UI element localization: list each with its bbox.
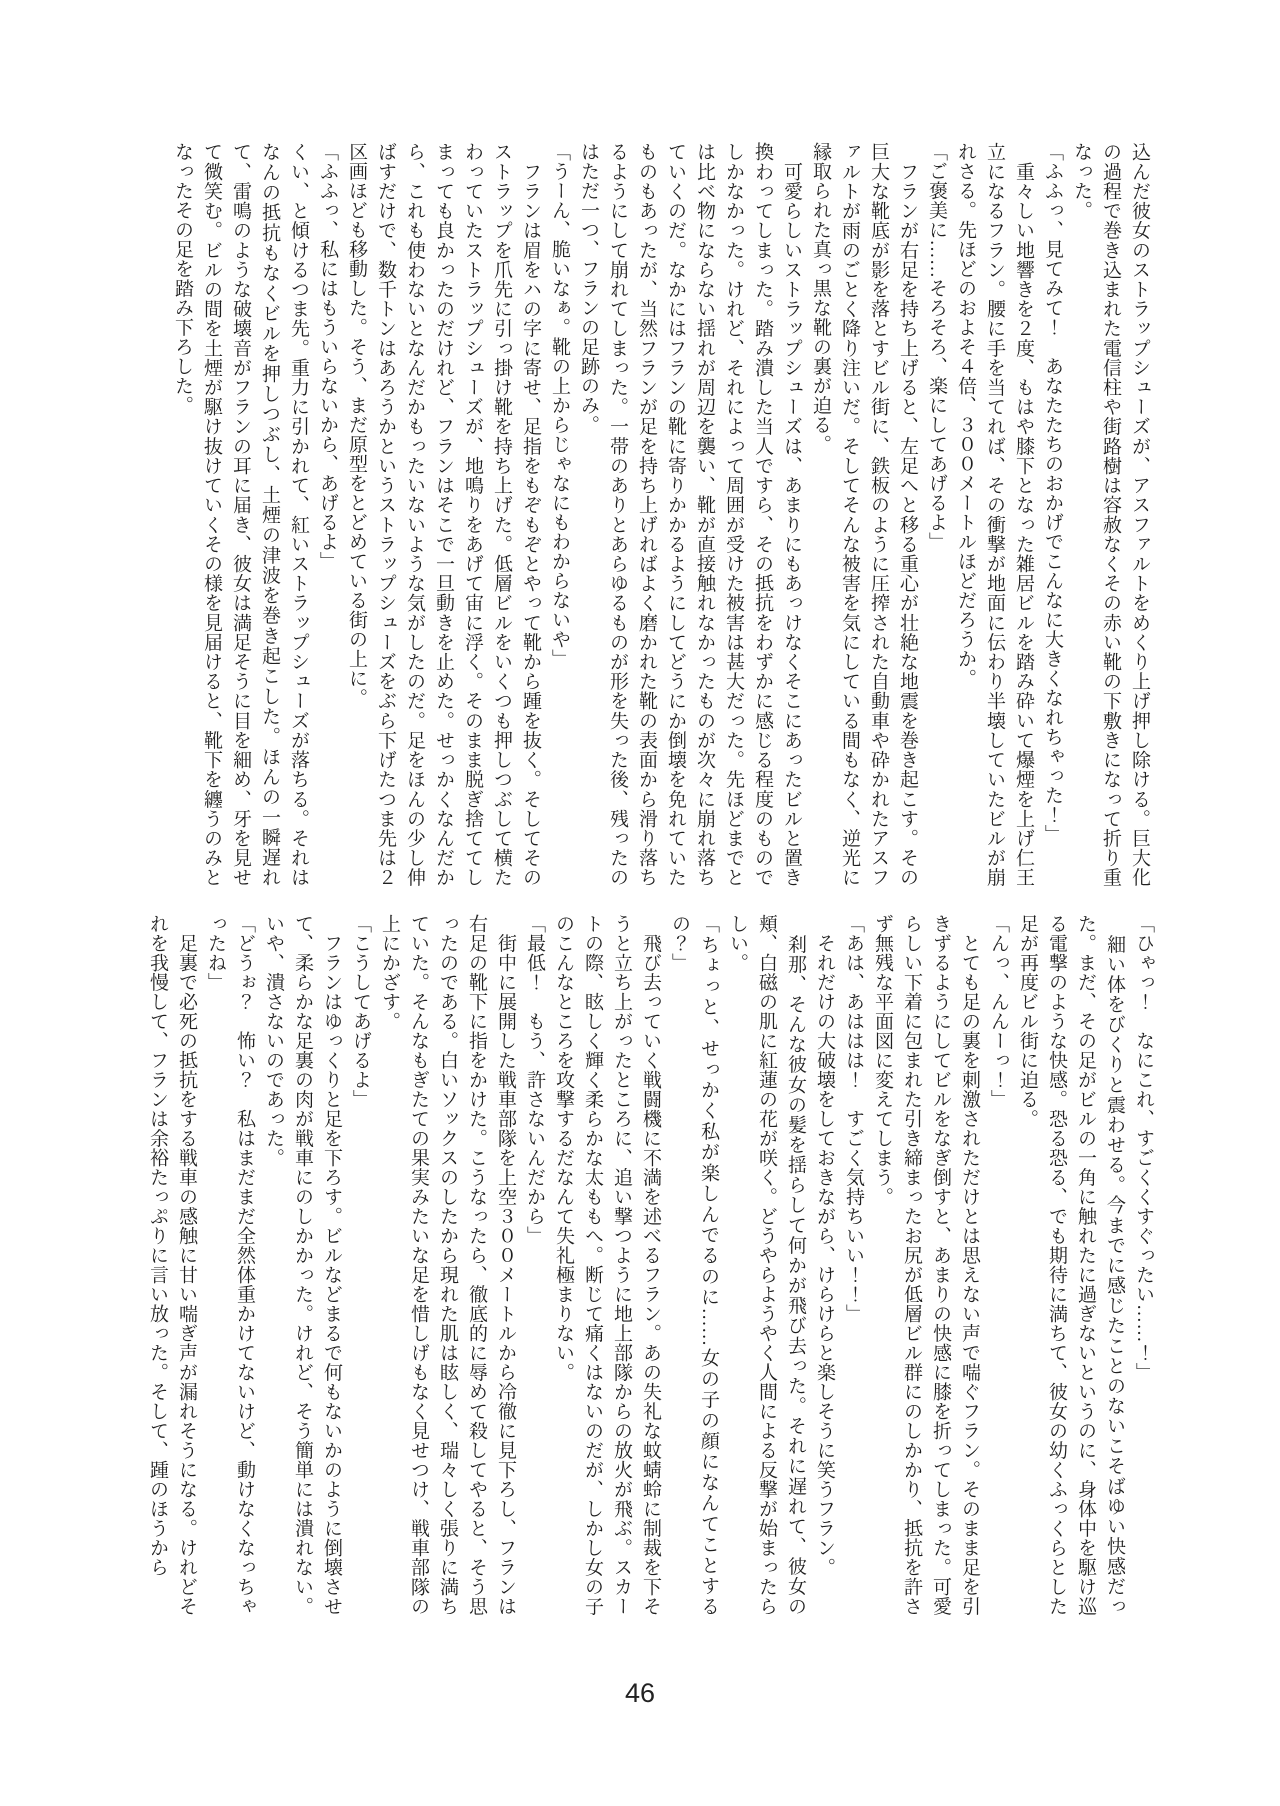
paragraph: フランはゆっくりと足を下ろす。ビルなどまるで何もないかのように倒壊させて、柔らかな足裏の肉が戦車にのしかかった。けれど、そう簡単には潰れない。いや、潰さないのであった。 bbox=[263, 914, 342, 1616]
paragraph: フランは眉をハの字に寄せ、足指をもぞもぞとやって靴から踵を抜く。そしてそのストラップを爪先に引っ掛け靴を持ち上げた。低層ビルをいくつも押しつぶして横たわっていたストラップシューズが、地鳴りをあげて宙に浮く。そのまま脱ぎ捨ててしまっても良かったのだけれど、フランはそこで一旦動きを止めた。せっかくなんだから、これも使わないとなんだかもったいないような気がしたのだ。足をほんの少し伸ばすだけで、数千トンはあろうかというストラップシューズをぶら下げたつま先は２区画ほども移動した。そう、まだ原型をとどめている街の上に。 bbox=[346, 142, 541, 887]
paragraph: フランが右足を持ち上げると、左足へと移る重心が壮絶な地震を巻き起こす。その巨大な靴底が影を落とすビル街に、鉄板のように圧搾された自動車や砕かれたアスファルトが雨のごとく降り注いだ。そしてそんな被害を気にしている間もなく、逆光に縁取られた真っ黒な靴の裏が迫る。 bbox=[810, 142, 918, 887]
paragraph: 細い体をびくりと震わせる。今までに感じたことのないこそばゆい快感だった。まだ、その足がビルの一角に触れたに過ぎないというのに、身体中を駆け巡る電撃のような快感。恐る恐る、でも期待に満ちて、彼女の幼くふっくらとした足が再度ビル街に迫る。 bbox=[1017, 914, 1125, 1616]
vertical-text-block-bottom bbox=[136, 914, 1158, 1616]
paragraph: 「ご褒美に……そろそろ、楽にしてあげるよ」 bbox=[926, 142, 947, 552]
paragraph: 「ちょっと、せっかく私が楽しんでるのに……女の子の顔になんてことするの？」 bbox=[669, 914, 719, 1616]
paragraph: 込んだ彼女のストラップシューズが、アスファルトをめくり上げ押し除ける。巨大化の過程で巻き込まれた電信柱や街路樹は容赦なくその赤い靴の下敷きになって折り重なった。 bbox=[1071, 142, 1150, 887]
paragraph: 「最低！ もう、許さないんだから」 bbox=[524, 914, 545, 1246]
paragraph: 街中に展開した戦車部隊を上空３００メートルから冷徹に見下ろし、フランは右足の靴下に指をかけた。こうなったら、徹底的に辱めて殺してやると、そう思ったのである。白いソックスのしたから現れた肌は眩しく、瑞々しく張りに満ちていた。そんなもぎたての果実みたいな足を惜しげもなく見せつけ、戦車部隊の上にかざす。 bbox=[379, 914, 516, 1616]
paragraph: 足裏で必死の抵抗をする戦車の感触に甘い喘ぎ声が漏れそうになる。けれどそれを我慢して、フランは余裕たっぷりに言い放った。そして、踵のほうから bbox=[147, 914, 197, 1616]
paragraph: 飛び去っていく戦闘機に不満を述べるフラン。あの失礼な蚊蜻蛉に制裁を下そうと立ち上がったところに、追い撃つように地上部隊からの放火が飛ぶ。スカートの際、眩しく輝く柔らかな太ももへ。断じて痛くはないのだが、しかし女の子のこんなところを攻撃するだなんて失礼極まりない。 bbox=[553, 914, 661, 1616]
paragraph: 「こうしてあげるよ」 bbox=[350, 914, 371, 1109]
paragraph: 「ふふっ、私にはもういらないから、あげるよ」 bbox=[317, 142, 338, 571]
paragraph: 「あは、あははは！ すごく気持ちいい！！」 bbox=[843, 914, 864, 1324]
paragraph: 重々しい地響きを２度、もはや膝下となった雑居ビルを踏み砕いて爆煙を上げ仁王立になるフラン。腰に手を当てれば、その衝撃が地面に伝わり半壊していたビルが崩れさる。先ほどのおよそ４倍、３００メートルほどだろうか。 bbox=[955, 142, 1034, 887]
paragraph: 可愛らしいストラップシューズは、あまりにもあっけなくそこにあったビルと置き換わってしまった。踏み潰した当人ですら、その抵抗をわずかに感じる程度のものでしかなかった。けれど、それによって周囲が受けた被害は甚大だった。先ほどまでとは比べ物にならない揺れが周辺を襲い、靴が直接触れなかったものが次々に崩れ落ちていくのだ。なかにはフランの靴に寄りかかるようにしてどうにか倒壊を免れていたものもあったが、当然フランが足を持ち上げればよく磨かれた靴の表面から滑り落ちるようにして崩れてしまった。一帯のありとあらゆるものが形を失った後、残ったのはただ一つ、フランの足跡のみ。 bbox=[578, 142, 802, 887]
paragraph: 「んっ、んんーっ！」 bbox=[988, 914, 1009, 1109]
paragraph: 「ふふっ、見てみて！ あなたたちのおかげでこんなに大きくなれちゃった！」 bbox=[1042, 142, 1063, 844]
paragraph: それだけの大破壊をしておきながら、けらけらと楽しそうに笑うフラン。 bbox=[814, 914, 835, 1577]
vertical-text-block-top bbox=[132, 142, 1154, 887]
paragraph: とても足の裏を刺激されただけとは思えない声で喘ぐフラン。そのまま足を引きずるようにしてビルをなぎ倒すと、あまりの快感に膝を折ってしまった。可愛らしい下着に包まれた引き締まったお尻が低層ビル群にのしかかり、抵抗を許さず無残な平面図に変えてしまう。 bbox=[872, 914, 980, 1616]
paragraph: くい、と傾けるつま先。重力に引かれて、紅いストラップシューズが落ちる。それはなんの抵抗もなくビルを押しつぶし、土煙の津波を巻き起こした。ほんの一瞬遅れて、雷鳴のような破壊音がフランの耳に届き、彼女は満足そうに目を細め、牙を見せて微笑む。ビルの間を土煙が駆け抜けていくその様を見届けると、靴下を纏うのみとなったその足を踏み下ろした。 bbox=[172, 142, 309, 887]
paragraph: 「うーん、脆いなぁ。靴の上からじゃなにもわからないや」 bbox=[549, 142, 570, 669]
paragraph: 刹那、そんな彼女の髪を揺らして何かが飛び去った。それに遅れて、彼女の頬、白磁の肌に紅蓮の花が咲く。どうやらようやく人間による反撃が始まったらしい。 bbox=[727, 914, 806, 1616]
paragraph: 「ひゃっ！ なにこれ、すごくくすぐったい……！」 bbox=[1133, 914, 1154, 1382]
paragraph: 「どうぉ？ 怖い？ 私はまだまだ全然体重かけてないけど、動けなくなっちゃったね」 bbox=[205, 914, 255, 1616]
page-number: 46 bbox=[624, 1678, 656, 1708]
